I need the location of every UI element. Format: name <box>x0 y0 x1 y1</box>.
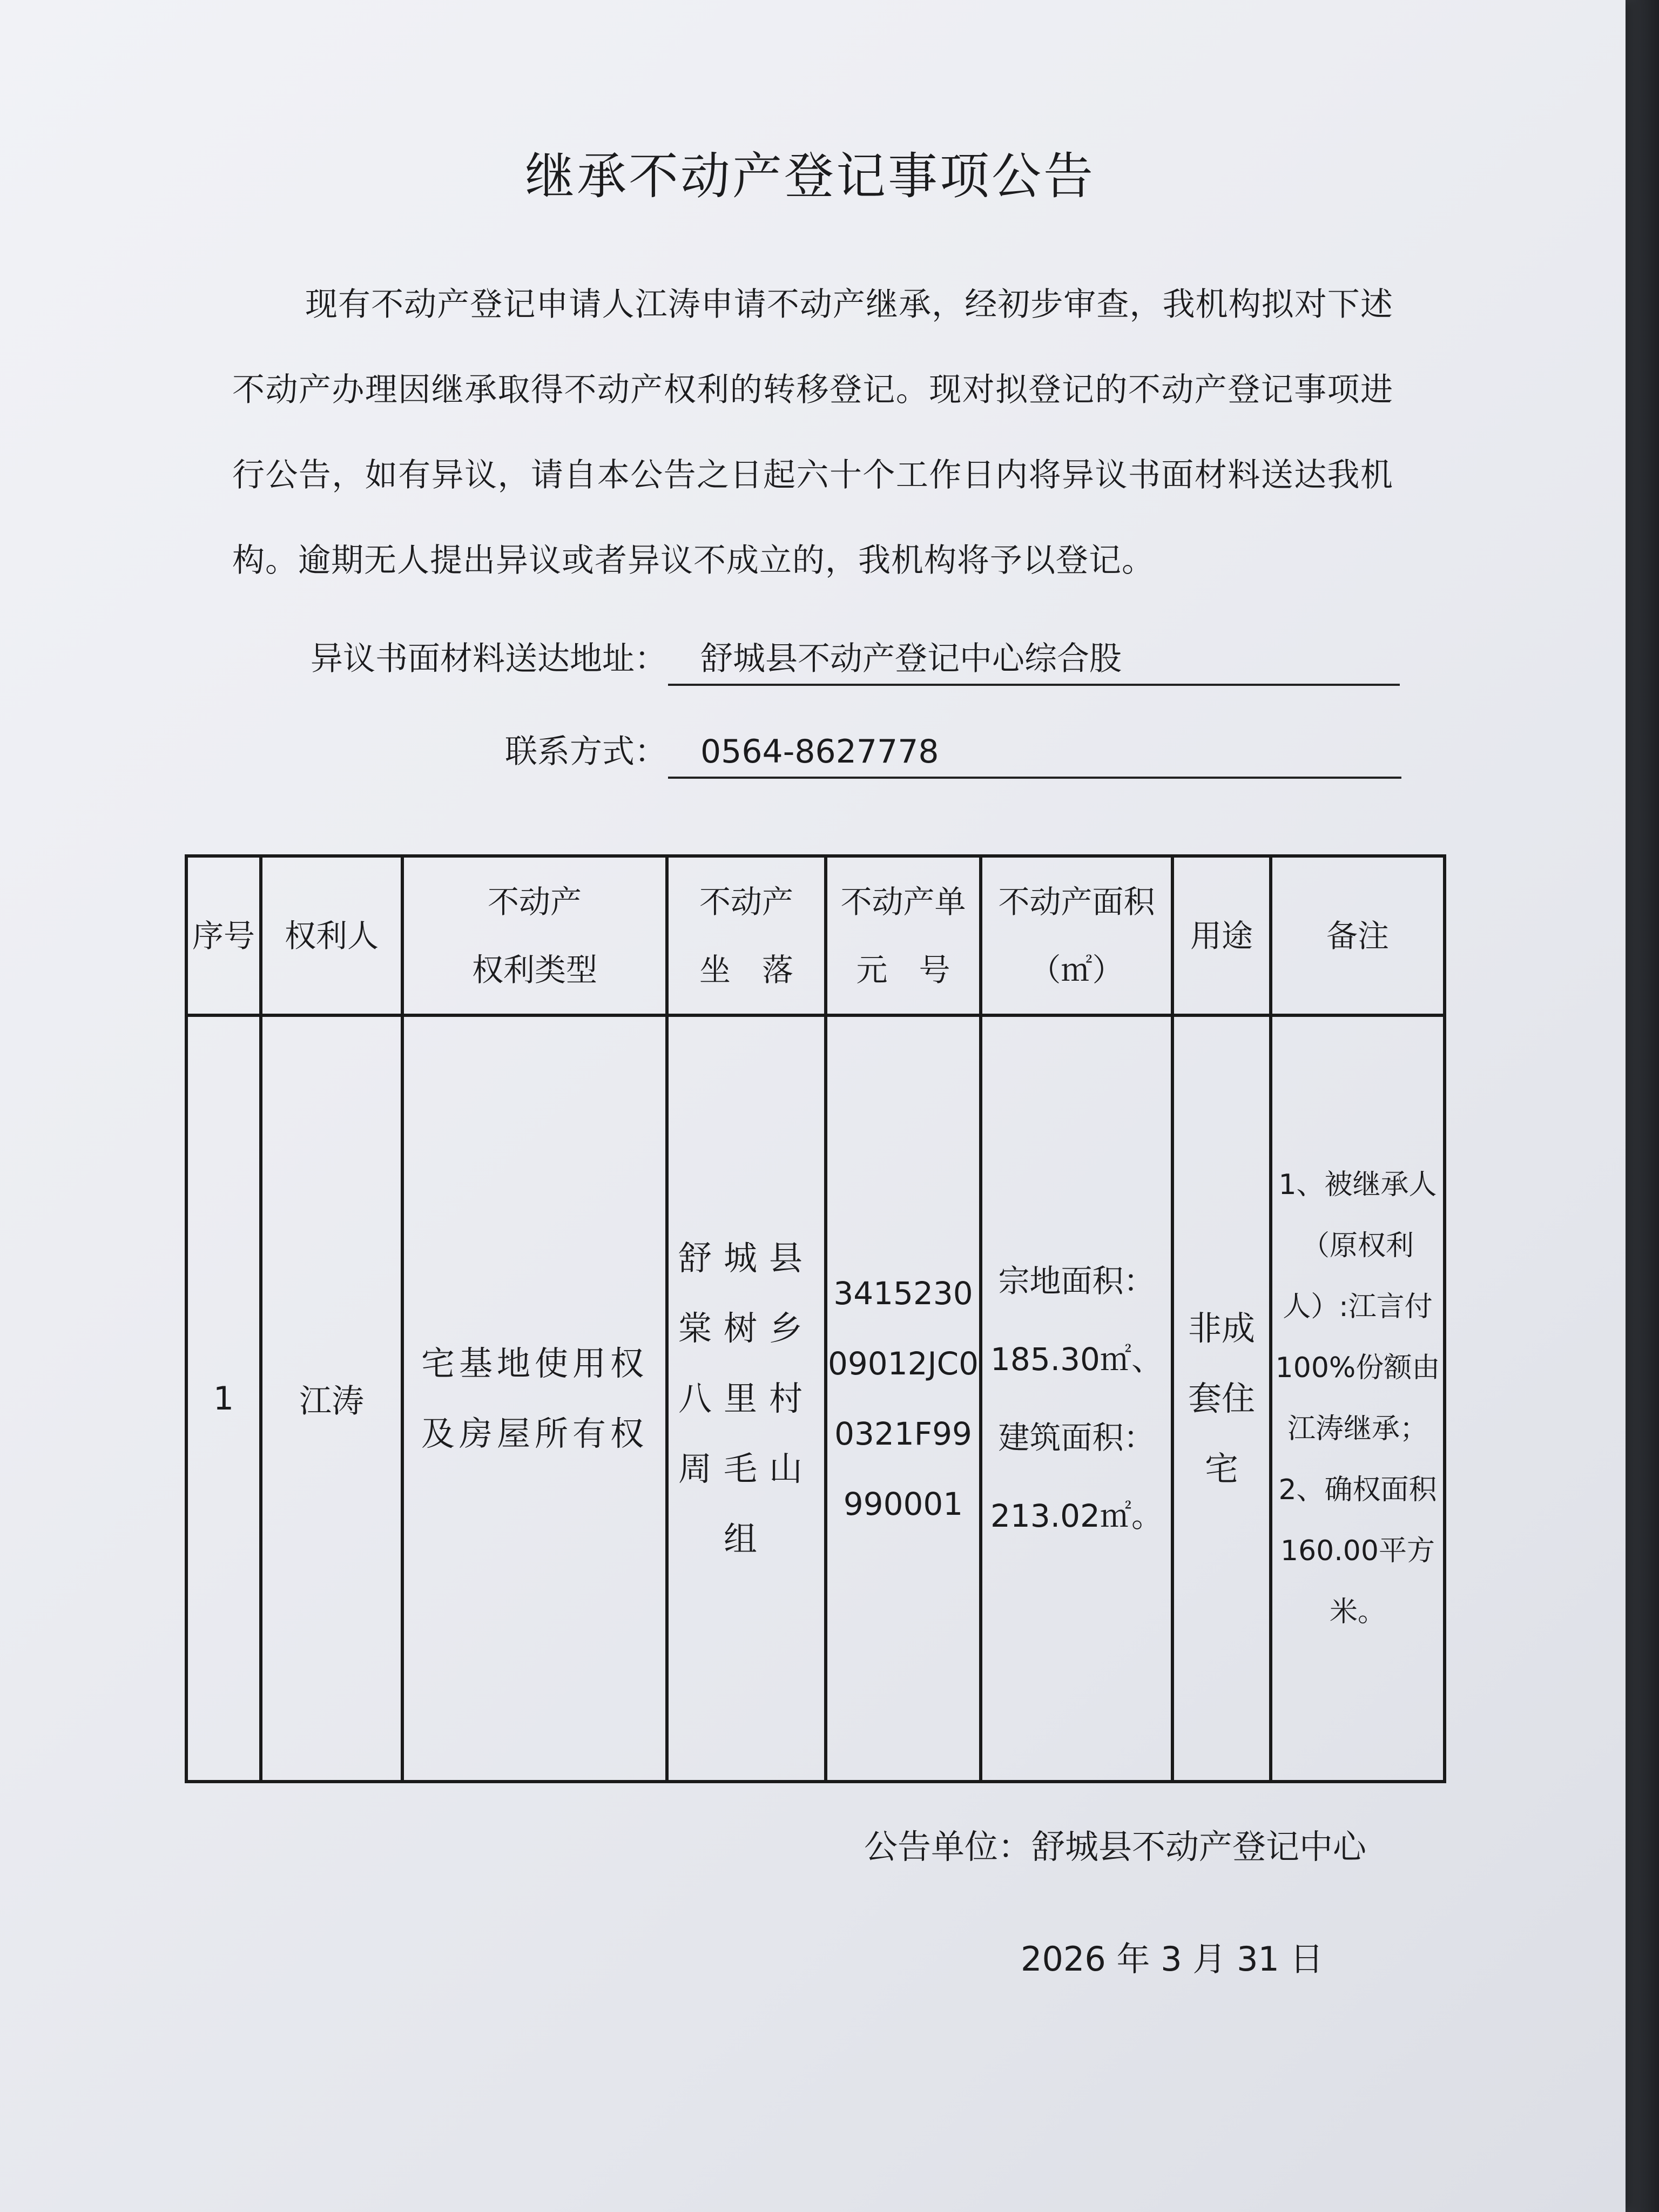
contact-label: 联系方式： <box>505 733 667 771</box>
header-holder: 权利人 <box>261 856 402 1015</box>
cell-location: 舒城县棠树乡八里村周毛山组 <box>667 1015 826 1782</box>
contact-value: 0564-8627778 <box>668 730 1401 779</box>
objection-address-label: 异议书面材料送达地址： <box>311 640 667 678</box>
notice-date: 2026 年 3 月 31 日 <box>1021 1939 1324 1979</box>
header-area: 不动产面积 （㎡） <box>981 856 1172 1015</box>
header-unit-no: 不动产单 元 号 <box>826 856 981 1015</box>
table-header-row <box>186 856 1445 1015</box>
cell-seq: 1 <box>186 1015 261 1782</box>
table-row <box>186 1015 1445 1782</box>
issuer-line <box>864 1823 1458 1871</box>
cell-usage: 非成套住宅 <box>1172 1015 1271 1782</box>
issuer-name: 舒城县不动产登记中心 <box>1031 1827 1367 1866</box>
header-right-type: 不动产 权利类型 <box>402 856 667 1015</box>
header-seq: 序号 <box>186 856 261 1015</box>
issuer-label: 公告单位： <box>864 1827 1032 1866</box>
area-building: 建筑面积：213.02㎡。 <box>990 1419 1163 1534</box>
header-usage: 用途 <box>1172 856 1271 1015</box>
cell-remarks: 1、被继承人（原权利人）:江言付100%份额由江涛继承；2、确权面积160.00平方米。 <box>1271 1015 1445 1782</box>
cell-area <box>981 1015 1172 1782</box>
cell-holder: 江涛 <box>261 1015 402 1782</box>
cell-right-type: 宅基地使用权及房屋所有权 <box>402 1015 667 1782</box>
objection-address-value: 舒城县不动产登记中心综合股 <box>668 637 1400 686</box>
notice-title: 继承不动产登记事项公告 <box>524 147 1095 205</box>
notice-body: 现有不动产登记申请人江涛申请不动产继承，经初步审查，我机构拟对下述不动产办理因继承取得不动产权利的转移登记。现对拟登记的不动产登记事项进行公告，如有异议，请自本公告之日起六十个工作日内将异议书面材料送达我机构。逾期无人提出异议或者异议不成立的，我机构将予以登记。 <box>232 286 1393 579</box>
area-parcel: 宗地面积：185.30㎡、 <box>990 1262 1163 1378</box>
header-location: 不动产 坐 落 <box>667 856 826 1015</box>
registration-table <box>185 854 1446 1783</box>
header-remarks: 备注 <box>1271 856 1445 1015</box>
cell-unit-no: 341523009012JC00321F99990001 <box>826 1015 981 1782</box>
